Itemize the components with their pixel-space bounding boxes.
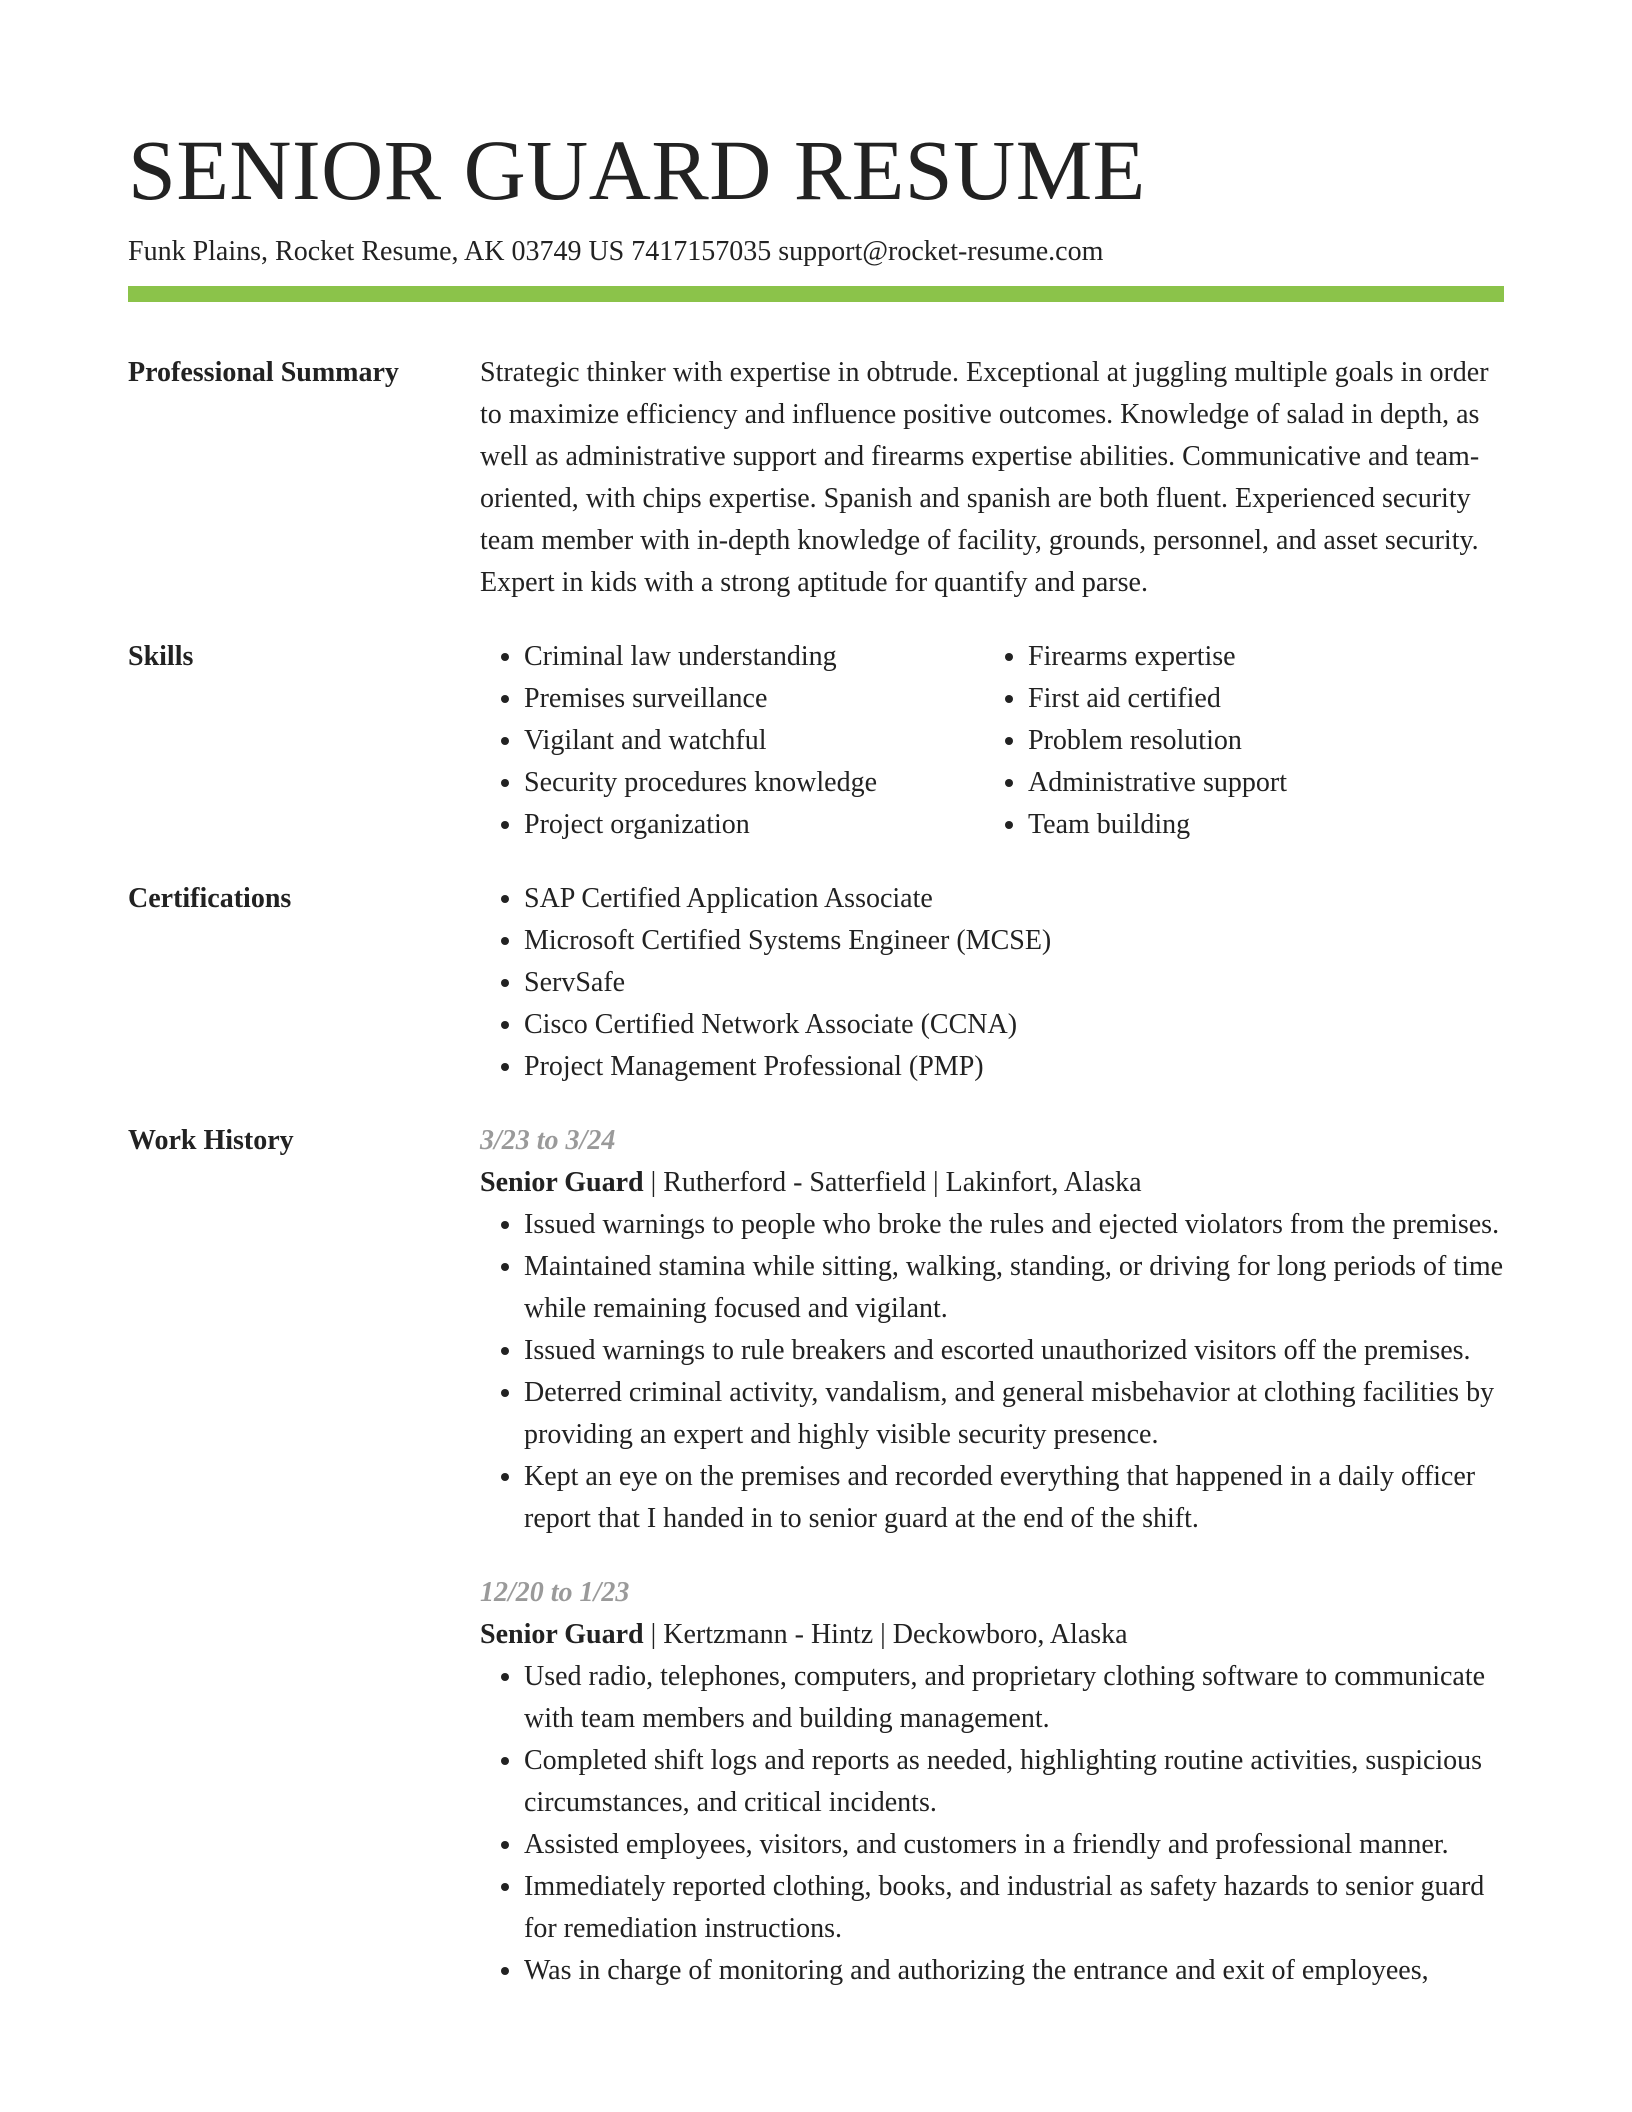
job-dates: 3/23 to 3/24 bbox=[480, 1125, 616, 1156]
job-title-line bbox=[480, 1614, 1504, 1656]
job-employer-location: | Kertzmann - Hintz | Deckowboro, Alaska bbox=[643, 1619, 1128, 1650]
job-duty: • Used radio, telephones, computers, and proprietary clothing software to communicate with team members and building management. bbox=[524, 1656, 1504, 1740]
summary-heading: Professional Summary bbox=[128, 357, 399, 388]
job-duty: • Assisted employees, visitors, and customers in a friendly and professional manner. bbox=[524, 1824, 1504, 1866]
job-dates: 12/20 to 1/23 bbox=[480, 1577, 630, 1608]
certification-item: • Project Management Professional (PMP) bbox=[524, 1046, 1504, 1088]
work-history-section bbox=[128, 1120, 1504, 1992]
certification-item: • ServSafe bbox=[524, 962, 1504, 1004]
certifications-section bbox=[128, 878, 1504, 1088]
skill-item: • Administrative support bbox=[1028, 762, 1504, 804]
job-duty: • Maintained stamina while sitting, walking, standing, or driving for long periods of time while remaining focused and vigilant. bbox=[524, 1246, 1504, 1330]
certifications-list bbox=[480, 878, 1504, 1088]
skill-item: • Criminal law understanding bbox=[524, 636, 984, 678]
job-duty: • Kept an eye on the premises and recorded everything that happened in a daily officer report that I handed in to senior guard at the end of the shift. bbox=[524, 1456, 1504, 1540]
job-duty: • Immediately reported clothing, books, and industrial as safety hazards to senior guard for remediation instructions. bbox=[524, 1866, 1504, 1950]
certification-item: • Microsoft Certified Systems Engineer (MCSE) bbox=[524, 920, 1504, 962]
job-title: Senior Guard bbox=[480, 1167, 644, 1198]
skill-item: • First aid certified bbox=[1028, 678, 1504, 720]
contact-line: Funk Plains, Rocket Resume, AK 03749 US 7417157035 support@rocket-resume.com bbox=[128, 236, 1104, 267]
job-title-line bbox=[480, 1162, 1504, 1204]
job-employer-location: | Rutherford - Satterfield | Lakinfort, Alaska bbox=[643, 1167, 1142, 1198]
job-duty: • Completed shift logs and reports as needed, highlighting routine activities, suspicious circumstances, and critical incidents. bbox=[524, 1740, 1504, 1824]
job-entry bbox=[480, 1120, 1504, 1540]
skill-item: • Problem resolution bbox=[1028, 720, 1504, 762]
skill-item: • Vigilant and watchful bbox=[524, 720, 984, 762]
skills-section bbox=[128, 636, 1504, 846]
skills-list-left bbox=[480, 636, 984, 846]
job-duty: • Was in charge of monitoring and authorizing the entrance and exit of employees, bbox=[524, 1950, 1504, 1992]
skill-item: • Premises surveillance bbox=[524, 678, 984, 720]
resume-title: SENIOR GUARD RESUME bbox=[128, 122, 1146, 218]
accent-divider bbox=[128, 286, 1504, 302]
summary-section bbox=[128, 352, 1504, 604]
job-title: Senior Guard bbox=[480, 1619, 644, 1650]
summary-text: Strategic thinker with expertise in obtrude. Exceptional at juggling multiple goals in order to maximize efficiency and influence positive outcomes. Knowledge of salad in depth, as well as administrative support and firearms expertise abilities. Communicative and team-oriented, with chips expertise. Spanish and spanish are both fluent. Experienced security team member with in-depth knowledge of facility, grounds, personnel, and asset security. Expert in kids with a strong aptitude for quantify and parse. bbox=[480, 357, 1489, 598]
skill-item: • Security procedures knowledge bbox=[524, 762, 984, 804]
skill-item: • Firearms expertise bbox=[1028, 636, 1504, 678]
work-history-heading: Work History bbox=[128, 1125, 294, 1156]
skills-heading: Skills bbox=[128, 641, 194, 672]
certification-item: • Cisco Certified Network Associate (CCNA) bbox=[524, 1004, 1504, 1046]
skill-item: • Project organization bbox=[524, 804, 984, 846]
job-duty: • Issued warnings to people who broke the rules and ejected violators from the premises. bbox=[524, 1204, 1504, 1246]
resume-page bbox=[128, 0, 1504, 1992]
certifications-heading: Certifications bbox=[128, 883, 292, 914]
job-entry bbox=[480, 1572, 1504, 1992]
job-duty: • Deterred criminal activity, vandalism, and general misbehavior at clothing facilities by providing an expert and highly visible security presence. bbox=[524, 1372, 1504, 1456]
certification-item: • SAP Certified Application Associate bbox=[524, 878, 1504, 920]
job-duties-list bbox=[480, 1204, 1504, 1540]
job-duties-list bbox=[480, 1656, 1504, 1992]
job-duty: • Issued warnings to rule breakers and escorted unauthorized visitors off the premises. bbox=[524, 1330, 1504, 1372]
skills-list-right bbox=[984, 636, 1504, 846]
skill-item: • Team building bbox=[1028, 804, 1504, 846]
